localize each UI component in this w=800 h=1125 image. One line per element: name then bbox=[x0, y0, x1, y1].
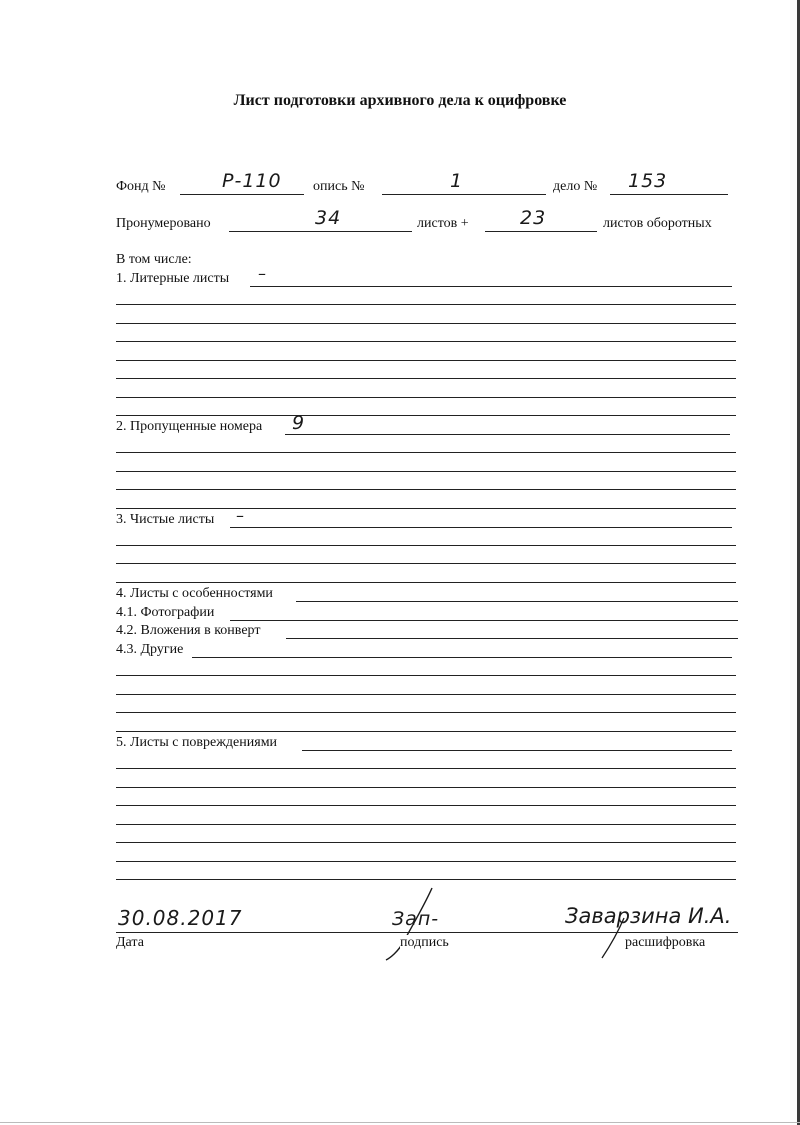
delo-value: 153 bbox=[628, 170, 668, 192]
pronum-label: Пронумеровано bbox=[116, 216, 211, 231]
sec41-label: 4.1. Фотографии bbox=[116, 605, 215, 620]
sec2-label: 2. Пропущенные номера bbox=[116, 419, 263, 434]
sec1-label: 1. Литерные листы bbox=[116, 271, 230, 286]
date-label: Дата bbox=[116, 935, 144, 950]
sec5-rule bbox=[116, 842, 736, 843]
delo-label: дело № bbox=[553, 179, 598, 194]
opis-label: опись № bbox=[313, 179, 365, 194]
form-title: Лист подготовки архивного дела к оцифровке bbox=[233, 92, 567, 109]
pronum-underline bbox=[229, 231, 412, 232]
sec43-underline bbox=[192, 657, 732, 658]
sec4-rule bbox=[116, 675, 736, 676]
sec2-rule bbox=[116, 452, 736, 453]
sec3-rule bbox=[116, 563, 736, 564]
sec3-value: – bbox=[236, 506, 245, 525]
sec5-label: 5. Листы с повреждениями bbox=[116, 735, 278, 750]
sec1-rule bbox=[116, 415, 736, 416]
delo-underline bbox=[610, 194, 728, 195]
sec4-rule bbox=[116, 731, 736, 732]
sec2-rule bbox=[116, 508, 736, 509]
pronum-value: 34 bbox=[315, 207, 342, 229]
sec5-rule bbox=[116, 787, 736, 788]
oborot-underline bbox=[485, 231, 597, 232]
sec42-underline bbox=[286, 638, 738, 639]
sec3-rule bbox=[116, 545, 736, 546]
fond-label: Фонд № bbox=[116, 179, 166, 194]
sec1-rule bbox=[116, 360, 736, 361]
sec1-value: – bbox=[258, 264, 267, 283]
sec3-label: 3. Чистые листы bbox=[116, 512, 215, 527]
vtom-label: В том числе: bbox=[116, 252, 192, 267]
signature-value: Зап- bbox=[392, 908, 440, 930]
listov-plus-label: листов + bbox=[417, 216, 469, 231]
fond-value: Р-110 bbox=[222, 170, 282, 192]
sec1-rule bbox=[116, 378, 736, 379]
date-value: 30.08.2017 bbox=[118, 906, 243, 930]
sec4-rule bbox=[116, 712, 736, 713]
decode-stroke bbox=[598, 916, 628, 960]
sec4-underline bbox=[296, 601, 738, 602]
sec2-rule bbox=[116, 489, 736, 490]
opis-underline bbox=[382, 194, 546, 195]
sec2-value: 9 bbox=[292, 412, 306, 434]
sec2-rule bbox=[116, 471, 736, 472]
sec4-rule bbox=[116, 694, 736, 695]
sec41-underline bbox=[230, 620, 738, 621]
sec43-label: 4.3. Другие bbox=[116, 642, 184, 657]
sec1-rule bbox=[116, 304, 736, 305]
sec1-rule bbox=[116, 397, 736, 398]
sec5-rule bbox=[116, 768, 736, 769]
sec2-underline bbox=[285, 434, 730, 435]
oborot-value: 23 bbox=[520, 207, 547, 229]
sec42-label: 4.2. Вложения в конверт bbox=[116, 623, 261, 638]
opis-value: 1 bbox=[450, 170, 464, 192]
decode-label: расшифровка bbox=[625, 935, 706, 950]
listov-oborot-label: листов оборотных bbox=[603, 216, 712, 231]
sec1-underline bbox=[250, 286, 732, 287]
sec5-rule bbox=[116, 805, 736, 806]
decode-value: Заварзина И.А. bbox=[565, 904, 732, 928]
sec1-rule bbox=[116, 323, 736, 324]
sec1-rule bbox=[116, 341, 736, 342]
sec5-rule bbox=[116, 824, 736, 825]
sec3-rule bbox=[116, 582, 736, 583]
scan-bottom-edge bbox=[0, 1122, 800, 1123]
fond-underline bbox=[180, 194, 304, 195]
sec3-underline bbox=[230, 527, 732, 528]
signature-label: подпись bbox=[400, 935, 449, 950]
sec4-label: 4. Листы с особенностями bbox=[116, 586, 273, 601]
sec5-rule bbox=[116, 879, 736, 880]
sec5-rule bbox=[116, 861, 736, 862]
sec5-underline bbox=[302, 750, 732, 751]
